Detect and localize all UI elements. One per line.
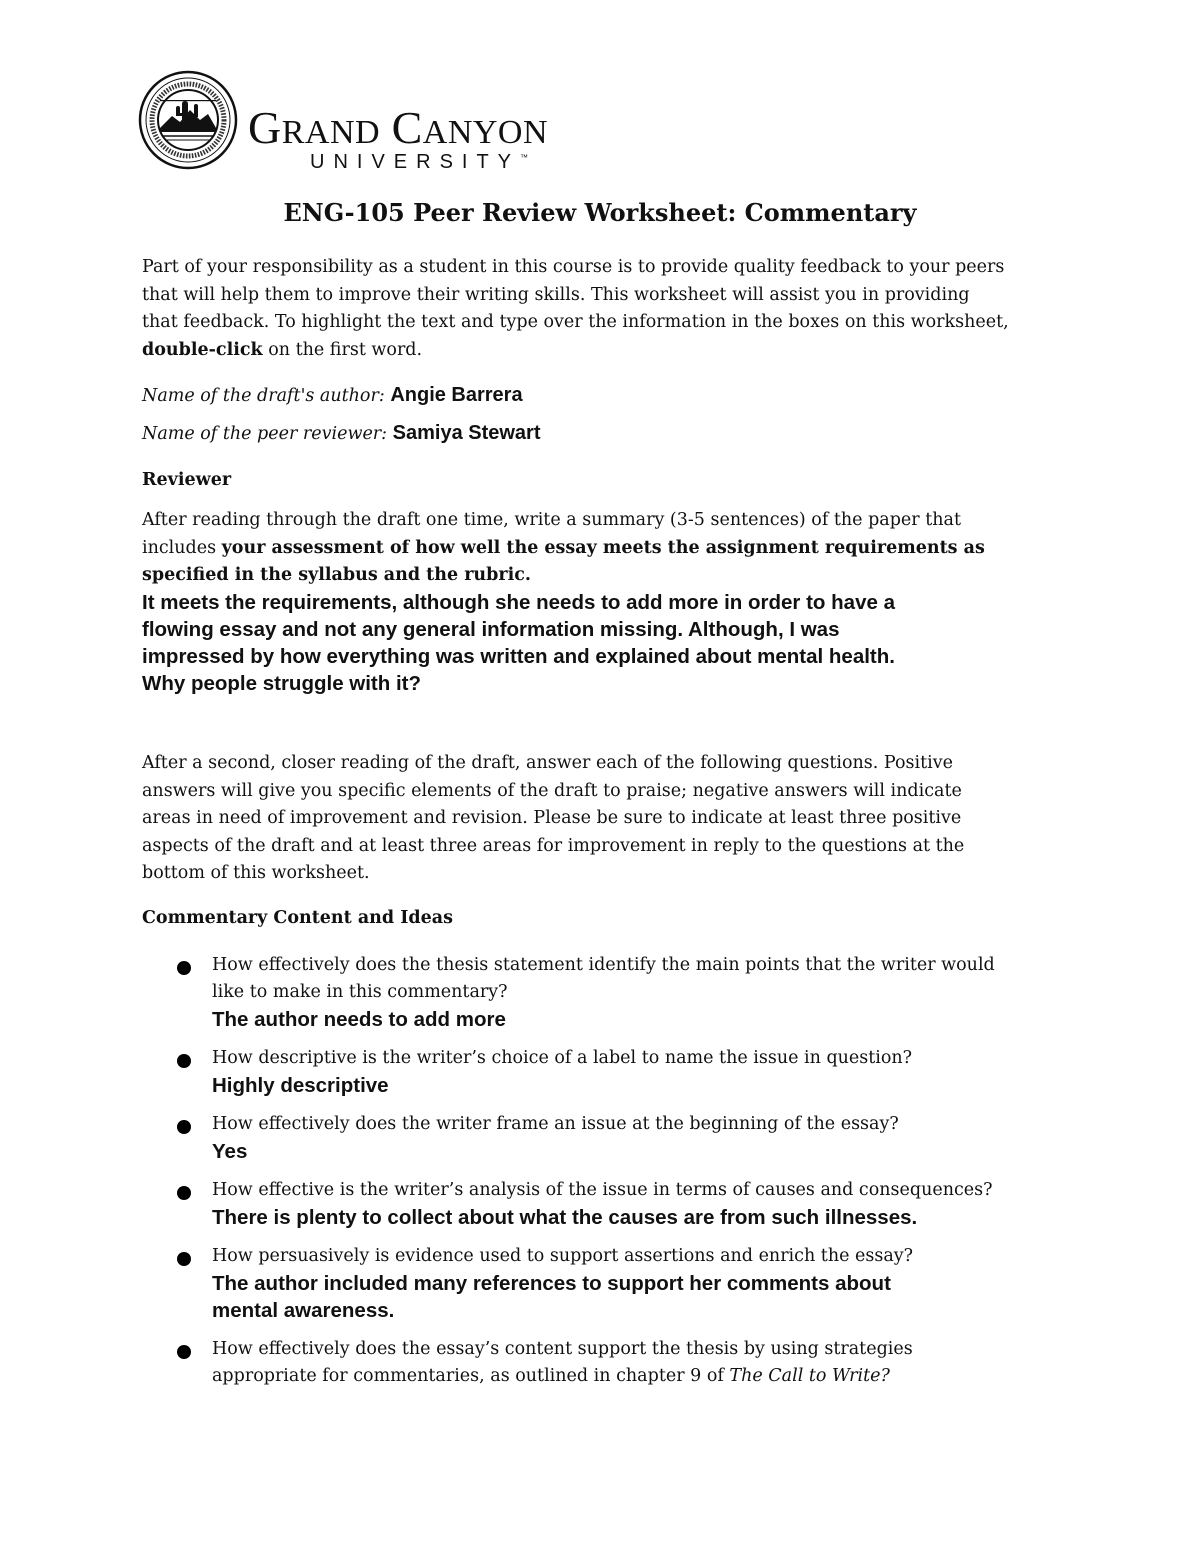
question-text: appropriate for commentaries, as outlined in chapter 9 of The Call to Write? [212,1366,890,1386]
question-answer[interactable]: The author needs to add more [212,1008,506,1031]
question-item [172,1243,1052,1324]
author-value[interactable]: Angie Barrera [390,384,523,406]
reviewer-heading: Reviewer [142,470,232,490]
question-text: How persuasively is evidence used to support assertions and enrich the essay? [212,1246,914,1266]
answer-line: Why people struggle with it? [142,672,422,695]
question-text: How effectively does the essay’s content support the thesis by using strategies [212,1339,913,1359]
summary-prompt [142,507,1062,590]
university-logo [138,70,588,173]
paragraph-line: answers will give you specific elements of the draft to praise; negative answers will indicate [142,780,962,801]
bullet-icon [177,1120,191,1134]
prompt-line: includes your assessment of how well the essay meets the assignment requirements as [142,537,985,558]
question-item [172,1045,1052,1099]
author-row [142,382,1062,411]
question-item [172,952,1052,1033]
university-name-line1: GRAND CANYON [248,102,549,153]
question-answer[interactable]: Yes [212,1140,248,1163]
book-title: The Call to Write? [729,1366,890,1386]
university-seal-icon [138,70,238,170]
prompt-line: specified in the syllabus and the rubric. [142,565,531,585]
answer-line: It meets the requirements, although she needs to add more in order to have a [142,591,895,614]
question-text: How effective is the writer’s analysis of the issue in terms of causes and consequences? [212,1180,993,1200]
intro-line: that feedback. To highlight the text and type over the information in the boxes on this worksheet, [142,312,1009,332]
paragraph-line: aspects of the draft and at least three areas for improvement in reply to the questions at the [142,835,965,856]
reviewer-label: Name of the peer reviewer: [142,424,388,444]
paragraph-line: After a second, closer reading of the draft, answer each of the following questions. Positive [142,753,953,773]
answer-line: impressed by how everything was written and explained about mental health. [142,645,895,668]
answer-line: flowing essay and not any general information missing. Although, I was [142,618,840,641]
question-text: How effectively does the writer frame an issue at the beginning of the essay? [212,1114,899,1134]
question-item [172,1177,1052,1231]
bullet-icon [177,1054,191,1068]
paragraph-line: areas in need of improvement and revision. Please be sure to indicate at least three positive [142,808,962,828]
summary-answer[interactable] [142,589,1062,697]
bullet-icon [177,1252,191,1266]
intro-line: that will help them to improve their writing skills. This worksheet will assist you in providing [142,284,970,305]
intro-line: Part of your responsibility as a student in this course is to provide quality feedback to your peers [142,257,1005,277]
question-answer[interactable]: The author included many references to support her comments about [212,1272,891,1295]
university-name-line2: UNIVERSITY™ [310,151,529,173]
content-ideas-heading: Commentary Content and Ideas [142,908,453,928]
prompt-line: After reading through the draft one time, write a summary (3-5 sentences) of the paper that [142,510,961,530]
author-label: Name of the draft's author: [142,386,385,406]
question-text: How effectively does the thesis statement identify the main points that the writer would [212,955,995,975]
question-answer[interactable]: There is plenty to collect about what the causes are from such illnesses. [212,1206,918,1229]
intro-line: double-click on the first word. [142,339,423,360]
question-text: How descriptive is the writer’s choice of a label to name the issue in question? [212,1048,913,1068]
question-item [172,1336,1052,1390]
double-click-emphasis: double-click [142,339,263,360]
question-answer[interactable]: Highly descriptive [212,1074,389,1097]
intro-paragraph [142,254,1062,364]
paragraph-line: bottom of this worksheet. [142,863,370,883]
question-item [172,1111,1052,1165]
question-text: like to make in this commentary? [212,982,508,1002]
question-answer[interactable]: mental awareness. [212,1299,395,1322]
bullet-icon [177,961,191,975]
page-title: ENG-105 Peer Review Worksheet: Commentary [283,198,917,227]
question-list [172,952,1052,1390]
bullet-icon [177,1345,191,1359]
reviewer-row [142,420,1062,449]
bullet-icon [177,1186,191,1200]
reviewer-value[interactable]: Samiya Stewart [392,422,541,444]
second-reading-paragraph [142,750,1062,888]
